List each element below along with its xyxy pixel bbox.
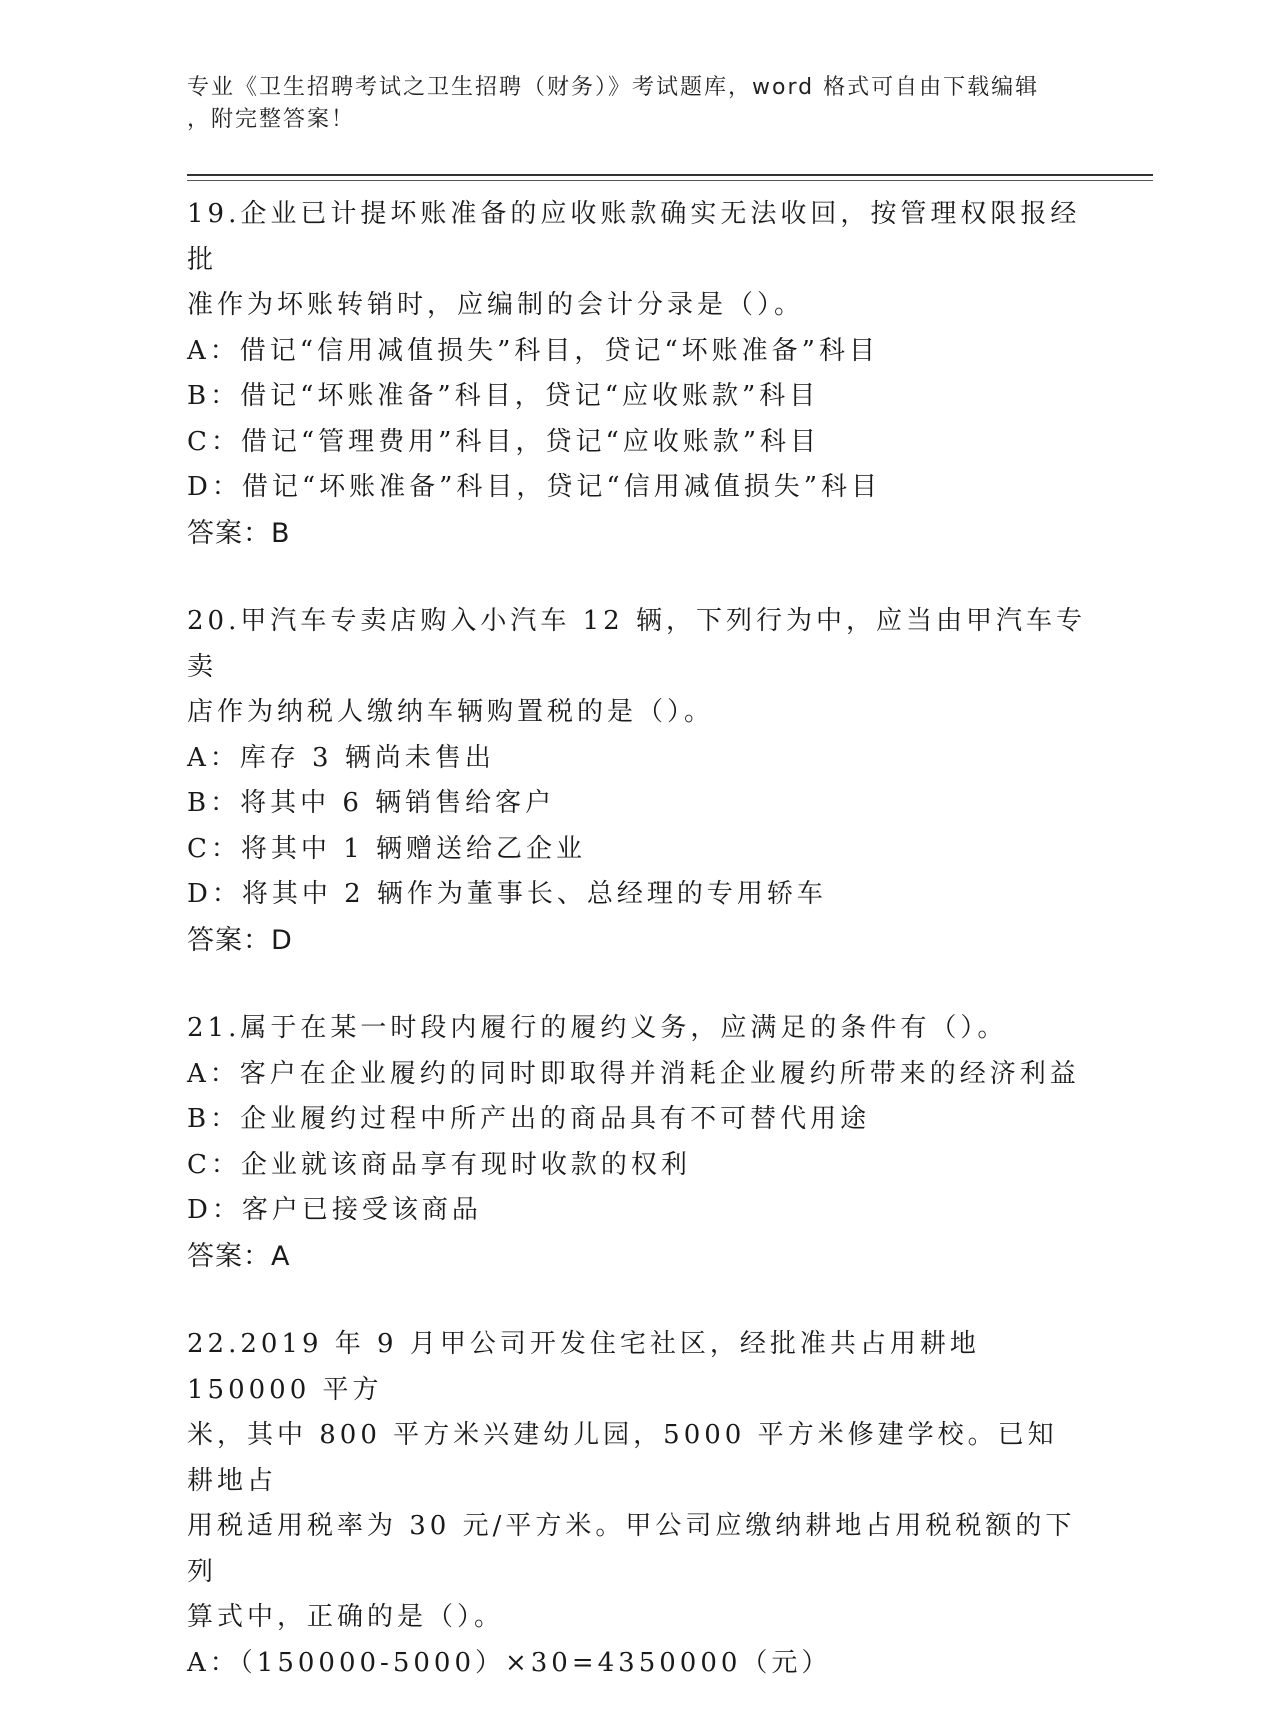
option-b: B：企业履约过程中所产出的商品具有不可替代用途 — [187, 1104, 871, 1134]
question-stem-line: 21.属于在某一时段内履行的履约义务，应满足的条件有（）。 — [187, 1013, 1008, 1043]
question-stem-line: 用税适用税率为 30 元/平方米。甲公司应缴纳耕地占用税税额的下列 — [187, 1511, 1076, 1587]
header-line-2: ，附完整答案！ — [187, 107, 356, 132]
question-stem-line: 店作为纳税人缴纳车辆购置税的是（）。 — [187, 697, 715, 727]
question-19 — [187, 192, 1087, 556]
question-stem — [187, 1322, 1087, 1641]
question-stem-line: 米，其中 800 平方米兴建幼儿园，5000 平方米修建学校。已知耕地占 — [187, 1420, 1058, 1496]
header-line-1: 专业《卫生招聘考试之卫生招聘（财务）》考试题库，word 格式可自由下载编辑 — [187, 75, 1040, 100]
question-22 — [187, 1322, 1087, 1686]
question-stem-line: 准作为坏账转销时，应编制的会计分录是（）。 — [187, 290, 805, 320]
option-a: A：客户在企业履约的同时即取得并消耗企业履约所带来的经济利益 — [187, 1058, 1080, 1089]
option-a: A：借记“信用减值损失”科目，贷记“坏账准备”科目 — [187, 335, 879, 366]
option-a: A：（150000-5000）×30=4350000（元） — [187, 1647, 832, 1678]
option-d: D：将其中 2 辆作为董事长、总经理的专用轿车 — [187, 879, 827, 909]
question-stem-line: 19.企业已计提坏账准备的应收账款确实无法收回，按管理权限报经批 — [187, 199, 1081, 275]
option-c: C：借记“管理费用”科目，贷记“应收账款”科目 — [187, 426, 821, 457]
question-stem — [187, 192, 1087, 329]
header-divider-thick — [187, 174, 1153, 176]
answer-line: 答案：D — [187, 924, 293, 956]
answer-line: 答案：B — [187, 517, 291, 549]
question-20 — [187, 599, 1087, 963]
question-list — [187, 192, 1087, 1729]
option-d: D：借记“坏账准备”科目，贷记“信用减值损失”科目 — [187, 472, 882, 502]
option-c: C：企业就该商品享有现时收款的权利 — [187, 1149, 691, 1180]
option-b: B：将其中 6 辆销售给客户 — [187, 788, 556, 818]
option-d: D：客户已接受该商品 — [187, 1195, 482, 1225]
question-stem-line: 算式中，正确的是（）。 — [187, 1602, 505, 1632]
option-b: B：借记“坏账准备”科目，贷记“应收账款”科目 — [187, 381, 820, 411]
document-header — [187, 72, 1067, 136]
header-divider-thin — [187, 180, 1153, 181]
option-a: A：库存 3 辆尚未售出 — [187, 742, 495, 773]
answer-line: 答案：A — [187, 1240, 291, 1272]
question-stem-line: 22.2019 年 9 月甲公司开发住宅社区，经批准共占用耕地 150000 平方 — [187, 1329, 980, 1405]
option-c: C：将其中 1 辆赠送给乙企业 — [187, 833, 586, 864]
question-stem-line: 20.甲汽车专卖店购入小汽车 12 辆，下列行为中，应当由甲汽车专卖 — [187, 606, 1086, 682]
question-stem — [187, 1006, 1087, 1052]
question-21 — [187, 1006, 1087, 1279]
question-stem — [187, 599, 1087, 736]
